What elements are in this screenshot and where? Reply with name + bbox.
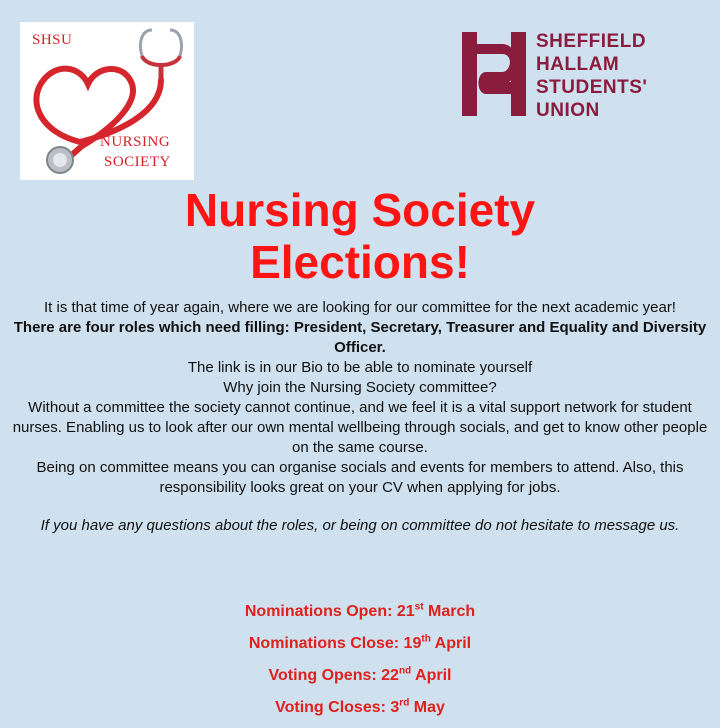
key-dates	[0, 600, 720, 728]
union-line-1: SHEFFIELD	[536, 31, 647, 52]
link-paragraph: The link is in our Bio to be able to nominate yourself	[187, 359, 533, 376]
title-line-2: Elections!	[250, 236, 470, 288]
questions-paragraph: If you have any questions about the roles, or being on committee do not hesitate to message us.	[40, 517, 680, 534]
union-mark-icon	[462, 32, 526, 116]
date-voting-closes: Voting Closes: 3rd May	[275, 697, 445, 716]
date-nominations-open: Nominations Open: 21st March	[244, 601, 476, 620]
date-voting-opens: Voting Opens: 22nd April	[268, 665, 452, 684]
reason-paragraph-1: Without a committee the society cannot continue, and we feel it is a vital support network for student nurses. Enabling us to look after our own mental wellbeing through socials, and get to know other people on the same course.	[12, 399, 708, 456]
students-union-logo	[462, 30, 662, 120]
society-logo-nursing: NURSING	[100, 134, 171, 150]
society-logo-shsu: SHSU	[32, 32, 73, 48]
body-text	[8, 298, 712, 536]
intro-paragraph: It is that time of year again, where we are looking for our committee for the next academic year!	[44, 299, 676, 316]
union-line-4: UNION	[536, 100, 600, 121]
reason-paragraph-2: Being on committee means you can organise socials and events for members to attend. Also, this responsibility looks great on your CV when applying for jobs.	[36, 459, 684, 496]
union-line-3: STUDENTS'	[536, 77, 648, 98]
why-paragraph: Why join the Nursing Society committee?	[223, 379, 497, 396]
roles-paragraph: There are four roles which need filling: President, Secretary, Treasurer and Equality and Diversity Officer.	[13, 319, 707, 356]
page-title	[0, 184, 720, 288]
title-line-1: Nursing Society	[184, 184, 536, 236]
union-line-2: HALLAM	[536, 54, 620, 75]
society-logo-society: SOCIETY	[104, 154, 171, 170]
date-nominations-close: Nominations Close: 19th April	[248, 633, 472, 652]
nursing-society-logo	[20, 22, 194, 180]
